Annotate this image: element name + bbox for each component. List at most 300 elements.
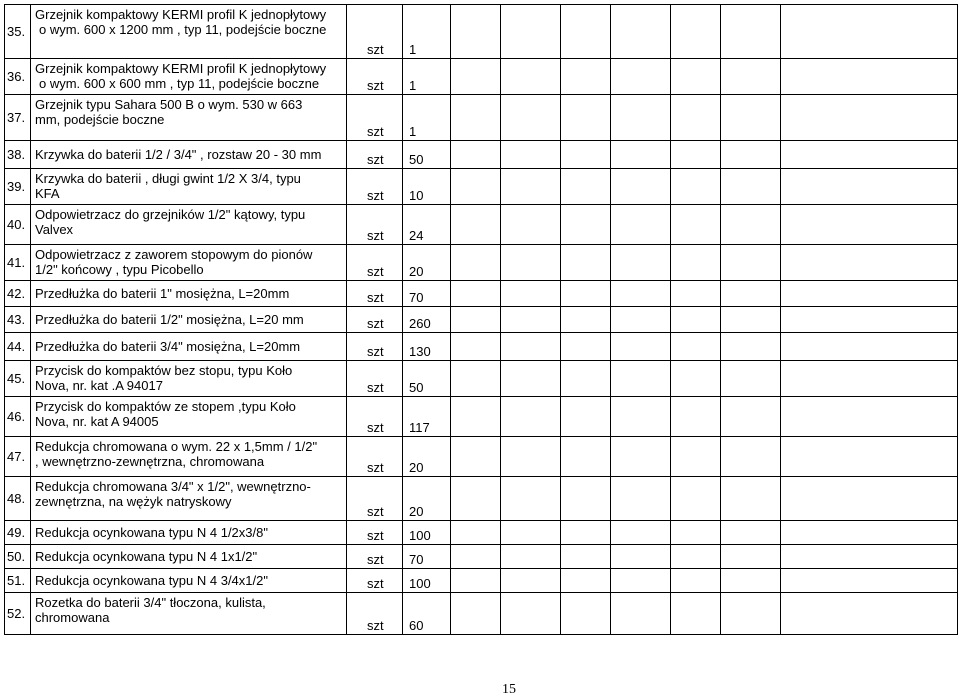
empty-cell bbox=[501, 5, 561, 59]
item-unit: szt bbox=[367, 552, 384, 567]
empty-cell bbox=[671, 169, 721, 205]
item-quantity: 60 bbox=[409, 618, 424, 633]
item-quantity-cell bbox=[403, 521, 451, 545]
empty-cell bbox=[451, 569, 501, 593]
empty-cell bbox=[611, 59, 671, 95]
empty-cell bbox=[781, 545, 958, 569]
empty-cell bbox=[781, 281, 958, 307]
empty-cell bbox=[781, 95, 958, 141]
empty-cell bbox=[611, 5, 671, 59]
empty-cell bbox=[451, 307, 501, 333]
empty-cell bbox=[781, 333, 958, 361]
empty-cell bbox=[501, 95, 561, 141]
table-row bbox=[5, 95, 958, 141]
empty-cell bbox=[501, 307, 561, 333]
empty-cell bbox=[671, 141, 721, 169]
item-number: 48. bbox=[7, 491, 26, 506]
empty-cell bbox=[781, 397, 958, 437]
empty-cell bbox=[561, 521, 611, 545]
empty-cell bbox=[611, 95, 671, 141]
item-number-cell bbox=[5, 397, 31, 437]
item-number-cell bbox=[5, 169, 31, 205]
table-row bbox=[5, 437, 958, 477]
item-description-line: 1/2" końcowy , typu Picobello bbox=[35, 262, 204, 277]
empty-cell bbox=[501, 569, 561, 593]
empty-cell bbox=[501, 545, 561, 569]
table-row bbox=[5, 569, 958, 593]
empty-cell bbox=[721, 205, 781, 245]
empty-cell bbox=[451, 95, 501, 141]
item-number: 41. bbox=[7, 255, 26, 270]
item-unit-cell bbox=[347, 593, 403, 635]
empty-cell bbox=[611, 477, 671, 521]
empty-cell bbox=[671, 5, 721, 59]
empty-cell bbox=[721, 545, 781, 569]
item-unit: szt bbox=[367, 380, 384, 395]
item-description-line: mm, podejście boczne bbox=[35, 112, 165, 127]
item-unit: szt bbox=[367, 576, 384, 591]
item-description-line: Rozetka do baterii 3/4" tłoczona, kulista, bbox=[35, 595, 266, 610]
empty-cell bbox=[671, 307, 721, 333]
empty-cell bbox=[451, 333, 501, 361]
empty-cell bbox=[451, 169, 501, 205]
item-number-cell bbox=[5, 205, 31, 245]
empty-cell bbox=[781, 569, 958, 593]
item-description-line: Redukcja ocynkowana typu N 4 1/2x3/8" bbox=[35, 525, 268, 540]
item-description-line: Grzejnik typu Sahara 500 B o wym. 530 w 663 bbox=[35, 97, 303, 112]
item-quantity: 260 bbox=[409, 316, 431, 331]
empty-cell bbox=[671, 333, 721, 361]
item-description-line: Nova, nr. kat A 94005 bbox=[35, 414, 159, 429]
empty-cell bbox=[781, 5, 958, 59]
item-unit: szt bbox=[367, 528, 384, 543]
empty-cell bbox=[611, 397, 671, 437]
item-unit-cell bbox=[347, 521, 403, 545]
item-quantity: 50 bbox=[409, 152, 424, 167]
item-description-cell bbox=[31, 361, 347, 397]
empty-cell bbox=[611, 141, 671, 169]
empty-cell bbox=[561, 477, 611, 521]
item-description-line: Valvex bbox=[35, 222, 74, 237]
empty-cell bbox=[561, 169, 611, 205]
table-row bbox=[5, 521, 958, 545]
empty-cell bbox=[451, 281, 501, 307]
item-unit: szt bbox=[367, 264, 384, 279]
item-number-cell bbox=[5, 141, 31, 169]
empty-cell bbox=[671, 95, 721, 141]
item-quantity: 100 bbox=[409, 528, 431, 543]
empty-cell bbox=[721, 281, 781, 307]
item-quantity-cell bbox=[403, 95, 451, 141]
empty-cell bbox=[781, 477, 958, 521]
item-quantity-cell bbox=[403, 205, 451, 245]
item-description-line: , wewnętrzno-zewnętrzna, chromowana bbox=[35, 454, 265, 469]
item-description-cell bbox=[31, 437, 347, 477]
table-row bbox=[5, 59, 958, 95]
item-quantity-cell bbox=[403, 397, 451, 437]
empty-cell bbox=[561, 569, 611, 593]
item-unit: szt bbox=[367, 78, 384, 93]
item-quantity: 10 bbox=[409, 188, 424, 203]
item-quantity-cell bbox=[403, 361, 451, 397]
item-number: 50. bbox=[7, 549, 26, 564]
item-unit-cell bbox=[347, 437, 403, 477]
empty-cell bbox=[671, 521, 721, 545]
item-description-line: Odpowietrzacz do grzejników 1/2" kątowy, typu bbox=[35, 207, 306, 222]
item-unit-cell bbox=[347, 141, 403, 169]
empty-cell bbox=[561, 545, 611, 569]
item-unit: szt bbox=[367, 42, 384, 57]
empty-cell bbox=[501, 141, 561, 169]
item-description-line: Grzejnik kompaktowy KERMI profil K jednopłytowy bbox=[35, 7, 327, 22]
empty-cell bbox=[781, 361, 958, 397]
item-quantity-cell bbox=[403, 569, 451, 593]
item-description-line: Redukcja chromowana o wym. 22 x 1,5mm / 1/2" bbox=[35, 439, 318, 454]
item-quantity: 50 bbox=[409, 380, 424, 395]
item-number-cell bbox=[5, 5, 31, 59]
empty-cell bbox=[611, 169, 671, 205]
empty-cell bbox=[721, 397, 781, 437]
empty-cell bbox=[781, 245, 958, 281]
empty-cell bbox=[561, 593, 611, 635]
empty-cell bbox=[671, 545, 721, 569]
empty-cell bbox=[671, 245, 721, 281]
empty-cell bbox=[611, 307, 671, 333]
item-unit-cell bbox=[347, 569, 403, 593]
item-description-line: Przedłużka do baterii 1/2" mosiężna, L=20 mm bbox=[35, 312, 304, 327]
item-quantity: 20 bbox=[409, 504, 424, 519]
empty-cell bbox=[721, 569, 781, 593]
empty-cell bbox=[781, 205, 958, 245]
item-quantity-cell bbox=[403, 281, 451, 307]
items-table-body bbox=[5, 5, 958, 635]
empty-cell bbox=[451, 437, 501, 477]
item-unit: szt bbox=[367, 420, 384, 435]
empty-cell bbox=[561, 361, 611, 397]
item-unit: szt bbox=[367, 124, 384, 139]
item-number-cell bbox=[5, 477, 31, 521]
empty-cell bbox=[561, 437, 611, 477]
empty-cell bbox=[611, 521, 671, 545]
item-number: 40. bbox=[7, 217, 26, 232]
empty-cell bbox=[781, 307, 958, 333]
item-description-cell bbox=[31, 545, 347, 569]
item-quantity-cell bbox=[403, 437, 451, 477]
empty-cell bbox=[721, 361, 781, 397]
item-quantity: 130 bbox=[409, 344, 431, 359]
empty-cell bbox=[501, 477, 561, 521]
empty-cell bbox=[451, 521, 501, 545]
empty-cell bbox=[451, 397, 501, 437]
empty-cell bbox=[561, 205, 611, 245]
table-row bbox=[5, 281, 958, 307]
empty-cell bbox=[721, 59, 781, 95]
empty-cell bbox=[721, 477, 781, 521]
empty-cell bbox=[451, 141, 501, 169]
empty-cell bbox=[561, 95, 611, 141]
item-quantity-cell bbox=[403, 545, 451, 569]
item-description-cell bbox=[31, 333, 347, 361]
empty-cell bbox=[671, 593, 721, 635]
empty-cell bbox=[501, 397, 561, 437]
empty-cell bbox=[721, 5, 781, 59]
item-quantity-cell bbox=[403, 59, 451, 95]
empty-cell bbox=[451, 5, 501, 59]
empty-cell bbox=[451, 245, 501, 281]
item-number: 51. bbox=[7, 573, 26, 588]
empty-cell bbox=[561, 281, 611, 307]
item-number: 52. bbox=[7, 606, 26, 621]
item-unit-cell bbox=[347, 397, 403, 437]
item-number-cell bbox=[5, 333, 31, 361]
item-description-line: Krzywka do baterii , długi gwint 1/2 X 3/4, typu bbox=[35, 171, 301, 186]
empty-cell bbox=[781, 437, 958, 477]
item-number: 37. bbox=[7, 110, 26, 125]
table-row bbox=[5, 397, 958, 437]
empty-cell bbox=[671, 281, 721, 307]
empty-cell bbox=[721, 521, 781, 545]
item-unit-cell bbox=[347, 477, 403, 521]
item-unit: szt bbox=[367, 152, 384, 167]
empty-cell bbox=[611, 437, 671, 477]
empty-cell bbox=[561, 245, 611, 281]
item-number: 42. bbox=[7, 286, 26, 301]
item-description-line: o wym. 600 x 1200 mm , typ 11, podejście boczne bbox=[39, 22, 327, 37]
item-description-line: Redukcja chromowana 3/4" x 1/2", wewnętrzno- bbox=[35, 479, 311, 494]
empty-cell bbox=[721, 95, 781, 141]
item-number: 39. bbox=[7, 179, 26, 194]
item-description-cell bbox=[31, 59, 347, 95]
table-row bbox=[5, 141, 958, 169]
item-quantity: 24 bbox=[409, 228, 424, 243]
item-number-cell bbox=[5, 569, 31, 593]
item-quantity-cell bbox=[403, 333, 451, 361]
empty-cell bbox=[561, 59, 611, 95]
empty-cell bbox=[611, 361, 671, 397]
empty-cell bbox=[721, 593, 781, 635]
empty-cell bbox=[451, 59, 501, 95]
item-number: 38. bbox=[7, 147, 26, 162]
empty-cell bbox=[451, 545, 501, 569]
item-description-cell bbox=[31, 397, 347, 437]
item-unit-cell bbox=[347, 245, 403, 281]
item-number-cell bbox=[5, 545, 31, 569]
item-unit: szt bbox=[367, 618, 384, 633]
item-quantity: 100 bbox=[409, 576, 431, 591]
item-description-line: Krzywka do baterii 1/2 / 3/4" , rozstaw 20 - 30 mm bbox=[35, 147, 322, 162]
item-number: 49. bbox=[7, 525, 26, 540]
empty-cell bbox=[451, 205, 501, 245]
item-description-line: Nova, nr. kat .A 94017 bbox=[35, 378, 163, 393]
empty-cell bbox=[501, 437, 561, 477]
empty-cell bbox=[671, 205, 721, 245]
item-unit: szt bbox=[367, 504, 384, 519]
empty-cell bbox=[501, 333, 561, 361]
item-description-cell bbox=[31, 477, 347, 521]
item-quantity: 20 bbox=[409, 264, 424, 279]
item-quantity-cell bbox=[403, 477, 451, 521]
item-number: 36. bbox=[7, 69, 26, 84]
empty-cell bbox=[781, 141, 958, 169]
item-description-cell bbox=[31, 593, 347, 635]
empty-cell bbox=[611, 245, 671, 281]
item-quantity-cell bbox=[403, 307, 451, 333]
empty-cell bbox=[611, 205, 671, 245]
empty-cell bbox=[781, 169, 958, 205]
item-unit-cell bbox=[347, 281, 403, 307]
item-number: 47. bbox=[7, 449, 26, 464]
item-unit-cell bbox=[347, 333, 403, 361]
item-unit-cell bbox=[347, 307, 403, 333]
item-number-cell bbox=[5, 361, 31, 397]
empty-cell bbox=[721, 437, 781, 477]
empty-cell bbox=[671, 397, 721, 437]
empty-cell bbox=[501, 205, 561, 245]
empty-cell bbox=[721, 307, 781, 333]
item-number: 43. bbox=[7, 312, 26, 327]
empty-cell bbox=[611, 569, 671, 593]
table-row bbox=[5, 545, 958, 569]
item-description-line: Przycisk do kompaktów ze stopem ,typu Koło bbox=[35, 399, 296, 414]
item-quantity-cell bbox=[403, 141, 451, 169]
item-description-line: Przycisk do kompaktów bez stopu, typu Koło bbox=[35, 363, 293, 378]
item-number: 46. bbox=[7, 409, 26, 424]
empty-cell bbox=[561, 141, 611, 169]
item-quantity-cell bbox=[403, 245, 451, 281]
item-unit-cell bbox=[347, 95, 403, 141]
item-unit: szt bbox=[367, 344, 384, 359]
empty-cell bbox=[451, 593, 501, 635]
table-row bbox=[5, 361, 958, 397]
item-description-line: zewnętrzna, na wężyk natryskowy bbox=[35, 494, 232, 509]
item-unit: szt bbox=[367, 188, 384, 203]
empty-cell bbox=[561, 333, 611, 361]
empty-cell bbox=[671, 569, 721, 593]
empty-cell bbox=[501, 593, 561, 635]
item-quantity: 117 bbox=[409, 420, 430, 435]
item-unit-cell bbox=[347, 5, 403, 59]
empty-cell bbox=[671, 437, 721, 477]
item-description-cell bbox=[31, 141, 347, 169]
item-number: 45. bbox=[7, 371, 26, 386]
item-number-cell bbox=[5, 245, 31, 281]
empty-cell bbox=[671, 59, 721, 95]
empty-cell bbox=[781, 521, 958, 545]
item-description-line: chromowana bbox=[35, 610, 110, 625]
item-quantity: 20 bbox=[409, 460, 424, 475]
item-quantity: 1 bbox=[409, 124, 417, 139]
empty-cell bbox=[721, 141, 781, 169]
item-description-cell bbox=[31, 95, 347, 141]
item-description-cell bbox=[31, 521, 347, 545]
empty-cell bbox=[501, 169, 561, 205]
item-description-line: Grzejnik kompaktowy KERMI profil K jednopłytowy bbox=[35, 61, 327, 76]
item-quantity-cell bbox=[403, 169, 451, 205]
item-number-cell bbox=[5, 521, 31, 545]
empty-cell bbox=[721, 333, 781, 361]
item-number-cell bbox=[5, 307, 31, 333]
empty-cell bbox=[781, 59, 958, 95]
item-description-cell bbox=[31, 245, 347, 281]
item-unit-cell bbox=[347, 169, 403, 205]
table-row bbox=[5, 169, 958, 205]
empty-cell bbox=[671, 477, 721, 521]
table-row bbox=[5, 245, 958, 281]
item-unit: szt bbox=[367, 228, 384, 243]
item-number-cell bbox=[5, 593, 31, 635]
empty-cell bbox=[671, 361, 721, 397]
item-number-cell bbox=[5, 59, 31, 95]
empty-cell bbox=[611, 593, 671, 635]
empty-cell bbox=[501, 361, 561, 397]
empty-cell bbox=[561, 5, 611, 59]
item-quantity-cell bbox=[403, 593, 451, 635]
empty-cell bbox=[611, 545, 671, 569]
item-number-cell bbox=[5, 95, 31, 141]
empty-cell bbox=[451, 477, 501, 521]
item-description-cell bbox=[31, 569, 347, 593]
item-description-line: KFA bbox=[35, 186, 60, 201]
item-unit-cell bbox=[347, 59, 403, 95]
empty-cell bbox=[611, 281, 671, 307]
item-description-line: Przedłużka do baterii 3/4" mosiężna, L=20mm bbox=[35, 339, 301, 354]
item-unit-cell bbox=[347, 205, 403, 245]
empty-cell bbox=[451, 361, 501, 397]
item-description-cell bbox=[31, 5, 347, 59]
item-number-cell bbox=[5, 437, 31, 477]
item-quantity: 70 bbox=[409, 290, 424, 305]
item-quantity-cell bbox=[403, 5, 451, 59]
item-description-line: Redukcja ocynkowana typu N 4 3/4x1/2" bbox=[35, 573, 268, 588]
item-number: 44. bbox=[7, 339, 26, 354]
item-description-cell bbox=[31, 281, 347, 307]
table-row bbox=[5, 307, 958, 333]
table-row bbox=[5, 333, 958, 361]
empty-cell bbox=[501, 521, 561, 545]
item-description-cell bbox=[31, 169, 347, 205]
item-description-cell bbox=[31, 205, 347, 245]
item-quantity: 1 bbox=[409, 78, 417, 93]
item-description-line: Odpowietrzacz z zaworem stopowym do pionów bbox=[35, 247, 313, 262]
empty-cell bbox=[561, 307, 611, 333]
table-row bbox=[5, 5, 958, 59]
item-number-cell bbox=[5, 281, 31, 307]
item-description-line: Redukcja ocynkowana typu N 4 1x1/2" bbox=[35, 549, 258, 564]
empty-cell bbox=[561, 397, 611, 437]
item-description-cell bbox=[31, 307, 347, 333]
item-unit: szt bbox=[367, 316, 384, 331]
empty-cell bbox=[501, 281, 561, 307]
empty-cell bbox=[611, 333, 671, 361]
item-unit-cell bbox=[347, 545, 403, 569]
item-number: 35. bbox=[7, 24, 26, 39]
table-row bbox=[5, 477, 958, 521]
empty-cell bbox=[501, 59, 561, 95]
item-quantity: 70 bbox=[409, 552, 424, 567]
empty-cell bbox=[781, 593, 958, 635]
empty-cell bbox=[721, 245, 781, 281]
page-number: 15 bbox=[502, 682, 516, 697]
item-unit: szt bbox=[367, 460, 384, 475]
item-description-line: Przedłużka do baterii 1" mosiężna, L=20mm bbox=[35, 286, 290, 301]
item-unit: szt bbox=[367, 290, 384, 305]
items-table bbox=[4, 4, 958, 635]
empty-cell bbox=[721, 169, 781, 205]
table-row bbox=[5, 205, 958, 245]
item-description-line: o wym. 600 x 600 mm , typ 11, podejście boczne bbox=[39, 76, 320, 91]
item-unit-cell bbox=[347, 361, 403, 397]
item-quantity: 1 bbox=[409, 42, 417, 57]
